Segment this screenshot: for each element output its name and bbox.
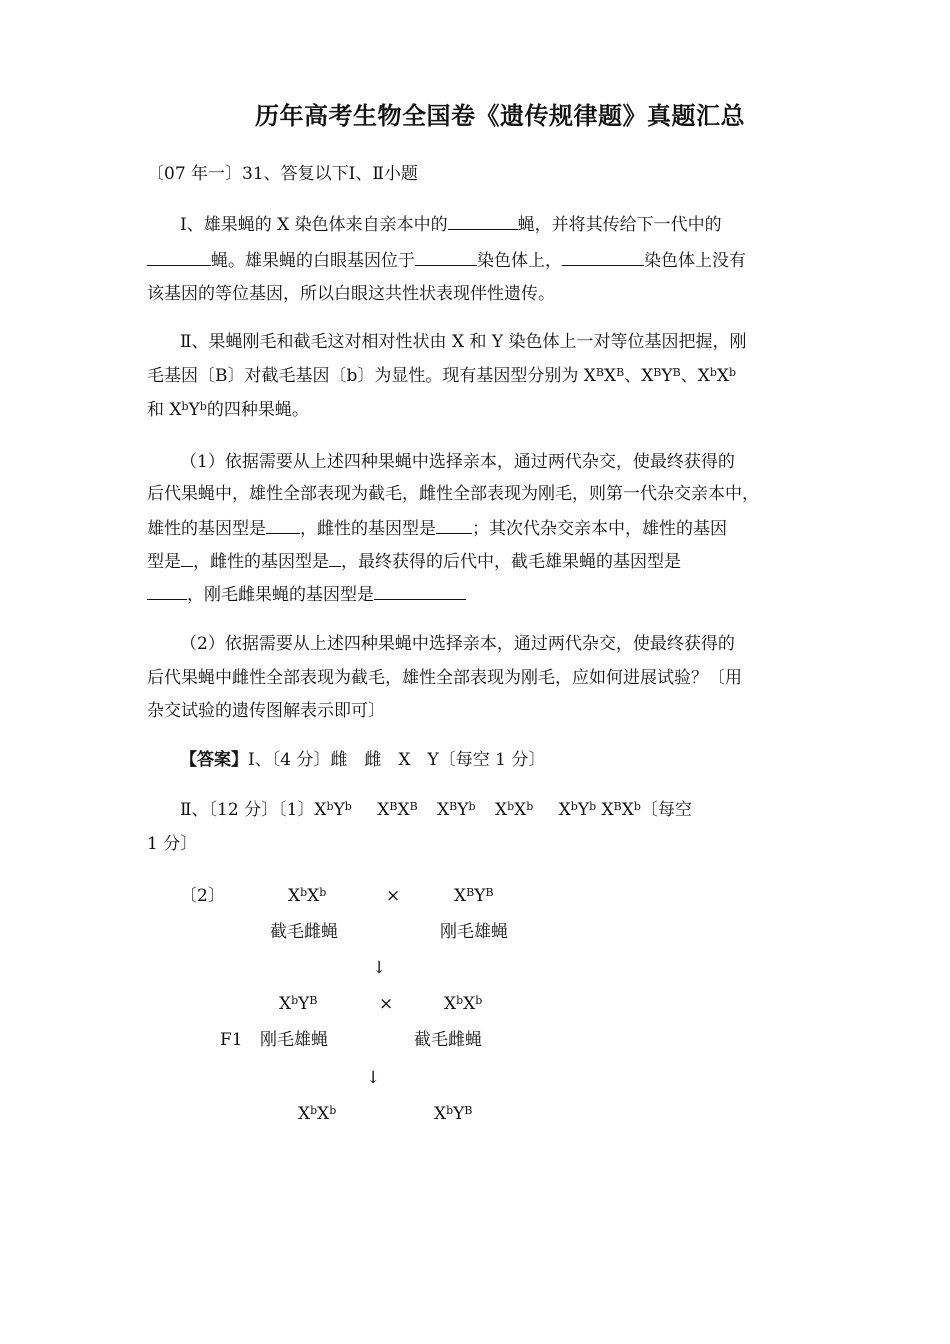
q1-line2: 后代果蝇中，雄性全部表现为截毛，雌性全部表现为刚毛，则第一代杂交亲本中， bbox=[147, 484, 759, 504]
cross-symbol: × bbox=[386, 886, 401, 906]
answer-line3: 1 分〕 bbox=[147, 834, 198, 854]
answer-blank[interactable] bbox=[266, 516, 300, 534]
f1-female-genotype: $X^bX^b$ bbox=[444, 994, 483, 1014]
part1-line1: Ⅰ、雄果蝇的 X 染色体来自亲本中的 蝇，并将其传给下一代中的 bbox=[180, 212, 722, 237]
p-female-label: 截毛雌蝇 bbox=[270, 922, 338, 942]
answer-label: 【答案】 bbox=[180, 750, 248, 770]
answer-blank[interactable] bbox=[415, 248, 477, 266]
part2-line1: Ⅱ、果蝇刚毛和截毛这对相对性状由 X 和 Y 染色体上一对等位基因把握，刚 bbox=[180, 332, 747, 352]
genotype: $X^bY^b$ bbox=[314, 800, 352, 820]
q1-line1: （1）依据需要从上述四种果蝇中选择亲本，通过两代杂交，使最终获得的 bbox=[180, 452, 735, 472]
answer-line1: 【答案】Ⅰ、〔4 分〕雌 雌 X Y〔每空 1 分〕 bbox=[180, 750, 546, 770]
f2-male-genotype: $X^bY^B$ bbox=[434, 1104, 473, 1124]
q2-line1: （2）依据需要从上述四种果蝇中选择亲本，通过两代杂交，使最终获得的 bbox=[180, 634, 735, 654]
genotype: $X^BX^B$ bbox=[583, 366, 625, 386]
q2-line2: 后代果蝇中雌性全部表现为截毛，雄性全部表现为刚毛，应如何进展试验？〔用 bbox=[147, 668, 742, 688]
genotype: $X^BX^b$ bbox=[601, 800, 641, 820]
genotype: $X^bX^b$ bbox=[494, 800, 534, 820]
q2-answer-label: 〔2〕 bbox=[180, 886, 225, 906]
f1-male-genotype: $X^bY^B$ bbox=[279, 994, 318, 1014]
answer-blank[interactable] bbox=[374, 582, 466, 600]
part1-line3: 该基因的等位基因，所以白眼这共性状表现伴性遗传。 bbox=[147, 284, 555, 304]
question-header: 〔07 年一〕31、答复以下Ⅰ、Ⅱ小题 bbox=[147, 164, 418, 184]
p-female-genotype: $X^bX^b$ bbox=[288, 886, 327, 906]
q1-line4: 型是 ，雌性的基因型是 ，最终获得的后代中，截毛雄果蝇的基因型是 bbox=[147, 549, 681, 574]
f1-female-label: 截毛雌蝇 bbox=[414, 1030, 482, 1050]
p-male-label: 刚毛雄蝇 bbox=[440, 922, 508, 942]
q2-line3: 杂交试验的遗传图解表示即可〕 bbox=[147, 701, 385, 721]
down-arrow: ↓ bbox=[372, 958, 387, 978]
genotype: $X^BY^b$ bbox=[437, 800, 476, 820]
answer-blank[interactable] bbox=[147, 248, 211, 266]
part2-line2: 毛基因〔B〕对截毛基因〔b〕为显性。现有基因型分别为 $X^BX^B$、$X^BY^B$、$X^bX^b$ bbox=[147, 366, 737, 386]
answer-blank[interactable] bbox=[562, 248, 644, 266]
genotype: $X^BX^B$ bbox=[377, 800, 418, 820]
page-title: 历年高考生物全国卷《遗传规律题》真题汇总 bbox=[255, 101, 745, 130]
p-male-genotype: $X^BY^B$ bbox=[454, 886, 494, 906]
part2-line3: 和 $X^bY^b$的四种果蝇。 bbox=[147, 400, 309, 420]
f1-male-label: 刚毛雄蝇 bbox=[260, 1030, 328, 1050]
cross-symbol: × bbox=[379, 994, 394, 1014]
answer-blank[interactable] bbox=[448, 212, 518, 230]
f1-label: F1 bbox=[220, 1030, 243, 1050]
f2-female-genotype: $X^bX^b$ bbox=[298, 1104, 337, 1124]
answer-blank[interactable] bbox=[329, 549, 341, 567]
answer-blank[interactable] bbox=[181, 549, 193, 567]
genotype: $X^bY^b$ bbox=[558, 800, 597, 820]
part1-line2: 蝇。雄果蝇的白眼基因位于 染色体上， 染色体上没有 bbox=[147, 248, 746, 273]
answer-blank[interactable] bbox=[436, 516, 472, 534]
answer-blank[interactable] bbox=[147, 582, 187, 600]
genotype: $X^BY^B$ bbox=[641, 366, 681, 386]
genotype: $X^bY^b$ bbox=[169, 400, 207, 420]
down-arrow: ↓ bbox=[366, 1068, 381, 1088]
answer-line2: Ⅱ、〔12 分〕〔1〕$X^bY^b$ $X^BX^B$ $X^BY^b$ $X^bX^b$ $X^bY^b$ $X^BX^b$〔每空 bbox=[180, 800, 692, 820]
q1-line3: 雄性的基因型是 ，雌性的基因型是 ；其次代杂交亲本中，雄性的基因 bbox=[147, 516, 727, 541]
genotype: $X^bX^b$ bbox=[697, 366, 737, 386]
q1-line5: ，刚毛雌果蝇的基因型是 bbox=[147, 582, 466, 607]
